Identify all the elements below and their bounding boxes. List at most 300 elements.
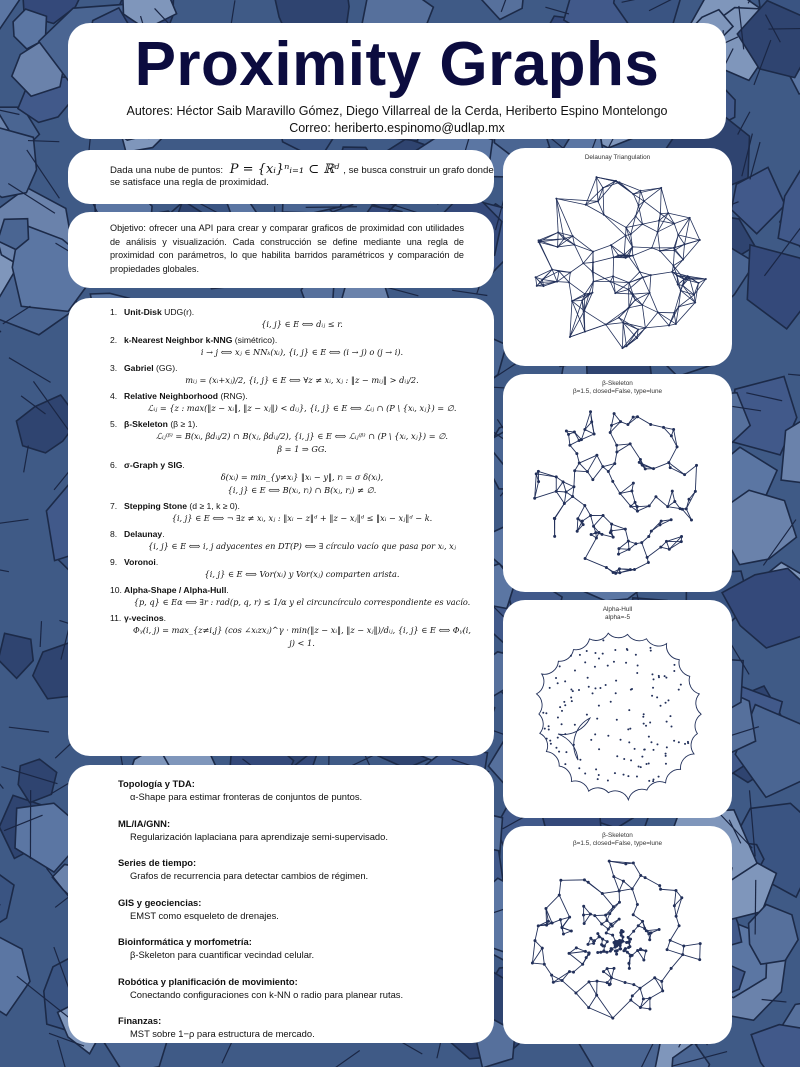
point <box>650 741 652 743</box>
definition-item <box>110 418 474 456</box>
graph-edge <box>573 471 574 487</box>
graph-edge <box>559 880 561 895</box>
point <box>560 710 562 712</box>
point <box>597 705 599 707</box>
graph-node <box>581 963 584 966</box>
graph-node <box>676 275 678 277</box>
graph-node <box>602 949 605 952</box>
graph-node <box>644 949 647 952</box>
graph-edge <box>657 312 668 325</box>
graph-node <box>649 530 652 533</box>
graph-node <box>586 881 589 884</box>
graph-node <box>636 924 639 927</box>
graph-node <box>632 193 634 195</box>
graph-node <box>536 470 539 473</box>
graph-node <box>592 432 595 435</box>
graph-node <box>632 983 635 986</box>
graph-node <box>573 244 575 246</box>
graph-node <box>596 200 598 202</box>
point <box>585 650 587 652</box>
graph-node <box>596 932 599 935</box>
definition-title <box>110 459 474 471</box>
graph-node <box>688 217 690 219</box>
graph-edge <box>660 188 661 214</box>
graph-node <box>595 980 598 983</box>
graph-node <box>647 535 650 538</box>
graph-node <box>686 275 688 277</box>
graph-node <box>680 535 683 538</box>
graph-node <box>600 533 603 536</box>
graph-node <box>650 247 652 249</box>
graph-edge <box>584 325 605 332</box>
graph-node <box>601 187 603 189</box>
definition-title <box>110 390 474 402</box>
point <box>594 652 596 654</box>
point <box>664 763 666 765</box>
graph-edge <box>534 926 537 941</box>
graph-node <box>575 452 578 455</box>
graph-node <box>660 187 662 189</box>
graph-edge <box>569 272 570 282</box>
graph-edge <box>684 465 696 474</box>
point <box>652 779 654 781</box>
point <box>649 647 651 649</box>
point <box>570 700 572 702</box>
graph-node <box>635 510 638 513</box>
graph-edge <box>640 988 643 999</box>
graph-edge <box>596 455 602 466</box>
graph-node <box>592 939 595 942</box>
graph-node <box>599 951 602 954</box>
point <box>642 713 644 715</box>
point <box>664 702 666 704</box>
definition-formula: β = 1 ⇒ GG. <box>277 444 327 454</box>
graph-node <box>662 426 665 429</box>
figure-title: β-Skeleton <box>602 832 633 839</box>
graph-node <box>635 903 638 906</box>
application-heading: GIS y geociencias: <box>118 896 202 908</box>
graph-edge <box>659 251 672 266</box>
definition-note: UDG(r). <box>161 307 195 317</box>
graph-node <box>587 293 589 295</box>
point <box>615 680 617 682</box>
graph-node <box>619 934 622 937</box>
graph-edge <box>632 988 640 996</box>
point <box>657 776 659 778</box>
definition-title <box>110 306 474 318</box>
graph-edge <box>635 201 643 216</box>
graph-edge <box>633 905 637 915</box>
graph-edge <box>649 991 662 998</box>
definition-title <box>110 418 474 430</box>
graph-node <box>679 290 681 292</box>
graph-node <box>623 528 626 531</box>
point <box>639 766 641 768</box>
definition-name: Gabriel <box>124 363 154 373</box>
graph-node <box>608 431 611 434</box>
point <box>629 728 631 730</box>
graph-edge <box>610 432 616 445</box>
graph-node <box>610 924 613 927</box>
graph-edge <box>673 248 682 260</box>
graph-edge <box>628 277 642 289</box>
graph-node <box>621 347 623 349</box>
graph-node <box>659 546 662 549</box>
graph-node <box>605 940 608 943</box>
graph-node <box>567 433 570 436</box>
point <box>684 743 686 745</box>
graph-node <box>619 420 622 423</box>
graph-edge <box>542 279 557 281</box>
point <box>673 664 675 666</box>
graph-edge <box>673 250 674 265</box>
point <box>673 670 675 672</box>
point <box>665 721 667 723</box>
graph-node <box>627 288 629 290</box>
graph-edge <box>569 282 572 301</box>
graph-node <box>595 176 597 178</box>
graph-node <box>627 967 630 970</box>
applications-card <box>68 765 494 1043</box>
graph-node <box>592 942 595 945</box>
graph-node <box>597 935 600 938</box>
graph-node <box>667 548 670 551</box>
graph-edge <box>557 282 569 283</box>
graph-edge <box>572 497 584 506</box>
point <box>613 772 615 774</box>
graph-edge <box>588 995 596 1008</box>
definition-number: 2. <box>110 335 118 345</box>
graph-node <box>658 250 660 252</box>
definition-name: Voronoi <box>124 557 156 567</box>
graph-edge <box>622 323 623 348</box>
graph-node <box>564 430 567 433</box>
graph-node <box>615 451 618 454</box>
graph-node <box>534 276 536 278</box>
point <box>563 701 565 703</box>
application-heading: Bioinformática y morfometría: <box>118 936 252 947</box>
point <box>656 696 658 698</box>
application-text: MST sobre 1−ρ para estructura de mercado. <box>130 1028 315 1039</box>
application-item <box>118 777 474 803</box>
graph-node <box>698 239 700 241</box>
figure-subtitle: β=1.5, closed=False, type=lune <box>572 388 663 395</box>
point <box>572 744 574 746</box>
graph-node <box>639 947 642 950</box>
graph-edge <box>655 497 667 507</box>
graph-node <box>661 989 664 992</box>
graph-node <box>623 254 625 256</box>
application-text: Grafos de recurrencia para detectar cambios de régimen. <box>130 870 369 881</box>
graph-edge <box>635 206 638 217</box>
graph-node <box>571 971 574 974</box>
graph-node <box>551 268 553 270</box>
graph-edge <box>608 471 612 481</box>
point <box>590 739 592 741</box>
point <box>642 723 644 725</box>
graph-node <box>546 920 549 923</box>
graph-edge <box>625 227 626 235</box>
point <box>636 665 638 667</box>
graph-node <box>609 976 612 979</box>
graph-edge <box>667 507 679 509</box>
definition-formula: {i, j} ∈ E ⟺ ¬ ∃z ≠ xᵢ, xⱼ : ‖xᵢ − z‖ᵈ + ‖z − xⱼ‖ᵈ ≤ ‖xᵢ − xⱼ‖ᵈ − k. <box>171 513 433 523</box>
graph-node <box>681 953 684 956</box>
definition-note: (simétrico). <box>232 335 278 345</box>
point <box>548 687 550 689</box>
point <box>585 714 587 716</box>
graph-node <box>595 994 598 997</box>
point <box>628 709 630 711</box>
graph-node <box>593 914 596 917</box>
point <box>647 762 649 764</box>
graph-node <box>697 282 699 284</box>
graph-edge <box>619 889 632 891</box>
point <box>669 715 671 717</box>
point <box>606 665 608 667</box>
graph-node <box>604 914 607 917</box>
graph-node <box>673 249 675 251</box>
alpha-hull-plot <box>508 622 728 812</box>
graph-edge <box>695 465 696 491</box>
graph-node <box>582 262 584 264</box>
graph-node <box>627 962 630 965</box>
graph-node <box>615 953 618 956</box>
graph-node <box>695 464 698 467</box>
graph-node <box>632 930 635 933</box>
graph-node <box>656 311 658 313</box>
graph-edge <box>542 271 559 279</box>
graph-edge <box>623 881 632 889</box>
graph-node <box>590 420 593 423</box>
graph-node <box>551 981 554 984</box>
graph-node <box>571 235 573 237</box>
graph-node <box>574 991 577 994</box>
graph-node <box>658 523 661 526</box>
point <box>667 699 669 701</box>
graph-node <box>614 180 616 182</box>
point <box>587 686 589 688</box>
definition-formula: ℒᵢⱼ = {z : max(‖z − xᵢ‖, ‖z − xⱼ‖) < dᵢⱼ}, {i, j} ∈ E ⟺ ℒᵢⱼ ∩ (P \ {xᵢ, xⱼ}) = ∅. <box>147 403 457 413</box>
graph-node <box>627 940 630 943</box>
definition-number: 10. <box>110 585 122 595</box>
graph-node <box>683 473 686 476</box>
graph-edge <box>583 262 593 263</box>
graph-edge <box>672 491 674 501</box>
graph-node <box>617 317 619 319</box>
point <box>623 758 625 760</box>
graph-edge <box>605 325 622 349</box>
graph-node <box>542 285 544 287</box>
graph-node <box>674 915 677 918</box>
graph-node <box>698 942 701 945</box>
graph-node <box>628 945 631 948</box>
alpha-hull-boundary <box>536 633 701 800</box>
definition-title <box>110 362 474 374</box>
definition-item <box>110 306 474 331</box>
definition-number: 7. <box>110 501 118 511</box>
graph-edge <box>661 188 668 213</box>
graph-node <box>567 952 570 955</box>
graph-node <box>560 979 563 982</box>
graph-node <box>659 888 662 891</box>
point <box>657 675 659 677</box>
graph-node <box>553 517 556 520</box>
graph-edge <box>634 562 648 569</box>
graph-node <box>687 498 690 501</box>
graph-node <box>658 884 661 887</box>
point <box>564 704 566 706</box>
point <box>578 767 580 769</box>
graph-edge <box>632 248 651 256</box>
graph-node <box>638 458 641 461</box>
graph-node <box>591 292 593 294</box>
definition-title <box>110 556 474 568</box>
graph-node <box>583 331 585 333</box>
point <box>601 653 603 655</box>
point-cloud-formula: P = {xᵢ}ⁿᵢ₌₁ ⊂ ℝᵈ <box>229 162 340 177</box>
graph-node <box>611 536 614 539</box>
graph-edge <box>593 257 613 262</box>
point <box>606 779 608 781</box>
graph-edge <box>583 252 593 264</box>
point <box>670 726 672 728</box>
intro-card <box>68 150 494 204</box>
graph-node <box>629 233 631 235</box>
graph-edge <box>651 248 659 251</box>
graph-edge <box>554 504 564 519</box>
point <box>545 712 547 714</box>
point <box>649 650 651 652</box>
graph-node <box>607 860 610 863</box>
graph-node <box>583 428 586 431</box>
graph-node <box>617 918 620 921</box>
definition-note: (RNG). <box>218 391 248 401</box>
graph-node <box>664 540 667 543</box>
graph-node <box>652 467 655 470</box>
point <box>649 722 651 724</box>
definition-number: 9. <box>110 557 118 567</box>
graph-node <box>594 531 597 534</box>
graph-edge <box>650 424 663 427</box>
graph-node <box>637 205 639 207</box>
graph-node <box>587 1006 590 1009</box>
graph-node <box>693 490 696 493</box>
graph-node <box>534 472 537 475</box>
graph-node <box>581 523 584 526</box>
graph-edge <box>559 895 569 917</box>
definition-item <box>110 459 474 497</box>
definition-title <box>110 528 474 540</box>
graph-edge <box>642 305 645 328</box>
graph-edge <box>686 491 695 508</box>
graph-node <box>681 284 683 286</box>
graph-node <box>688 277 690 279</box>
definition-item <box>110 500 474 525</box>
graph-node <box>572 431 575 434</box>
graph-node <box>621 880 624 883</box>
graph-node <box>535 285 537 287</box>
graph-edge <box>596 177 598 201</box>
point <box>595 768 597 770</box>
point <box>596 778 598 780</box>
graph-edge <box>640 978 655 989</box>
graph-node <box>569 271 571 273</box>
point <box>647 736 649 738</box>
graph-edge <box>620 493 631 506</box>
definition-formula: Φᵧ(i, j) = max_{z≠i,j} (cos ∠xᵢzxⱼ)^γ · min(‖z − xᵢ‖, ‖z − xⱼ‖)/dᵢⱼ, {i, j} ∈ E ⟺ Φᵧ(i, j) < 1. <box>132 625 472 648</box>
definition-formula: {p, q} ∈ Eα ⟺ ∃r : rad(p, q, r) ≤ 1/α y el circuncírculo correspondiente es vacío. <box>133 597 471 607</box>
definition-name: Alpha-Shape / Alpha-Hull <box>124 585 227 595</box>
graph-node <box>629 505 632 508</box>
graph-node <box>595 454 598 457</box>
graph-edge <box>556 482 563 492</box>
graph-node <box>648 292 650 294</box>
graph-node <box>601 465 604 468</box>
graph-node <box>583 557 586 560</box>
graph-edge <box>674 906 676 917</box>
graph-edge <box>609 861 614 876</box>
application-text: Regularización laplaciana para aprendizaje semi-supervisado. <box>130 830 388 842</box>
graph-node <box>537 480 540 483</box>
graph-edge <box>569 440 578 445</box>
graph-node <box>646 561 649 564</box>
graph-node <box>677 234 679 236</box>
graph-edge <box>592 272 610 282</box>
graph-edge <box>611 236 625 246</box>
graph-node <box>641 997 644 1000</box>
graph-edge <box>667 950 683 955</box>
graph-edge <box>633 863 640 875</box>
definition-note: . <box>182 460 185 470</box>
graph-edge <box>637 950 643 959</box>
graph-node <box>591 478 594 481</box>
graph-node <box>592 251 594 253</box>
graph-node <box>612 967 615 970</box>
graph-edge <box>612 481 619 493</box>
graph-node <box>637 329 639 331</box>
graph-node <box>610 244 612 246</box>
graph-edge <box>668 447 676 463</box>
graph-edge <box>618 541 627 549</box>
graph-node <box>568 281 570 283</box>
graph-node <box>624 235 626 237</box>
graph-node <box>677 924 680 927</box>
definitions-card <box>68 298 494 756</box>
definition-title <box>110 584 474 596</box>
graph-node <box>639 190 641 192</box>
graph-node <box>669 967 672 970</box>
point <box>652 780 654 782</box>
graph-node <box>693 294 695 296</box>
graph-node <box>614 572 617 575</box>
point <box>547 729 549 731</box>
graph-edge <box>572 236 592 252</box>
graph-node <box>638 987 641 990</box>
graph-node <box>583 950 586 953</box>
graph-node <box>672 265 674 267</box>
point <box>679 684 681 686</box>
graph-node <box>582 913 585 916</box>
definition-name: β-Skeleton <box>124 419 168 429</box>
graph-node <box>641 223 643 225</box>
graph-edge <box>682 955 699 960</box>
graph-edge <box>668 213 674 224</box>
point <box>634 654 636 656</box>
graph-node <box>631 293 633 295</box>
application-heading: Series de tiempo: <box>118 857 197 868</box>
graph-node <box>645 556 648 559</box>
